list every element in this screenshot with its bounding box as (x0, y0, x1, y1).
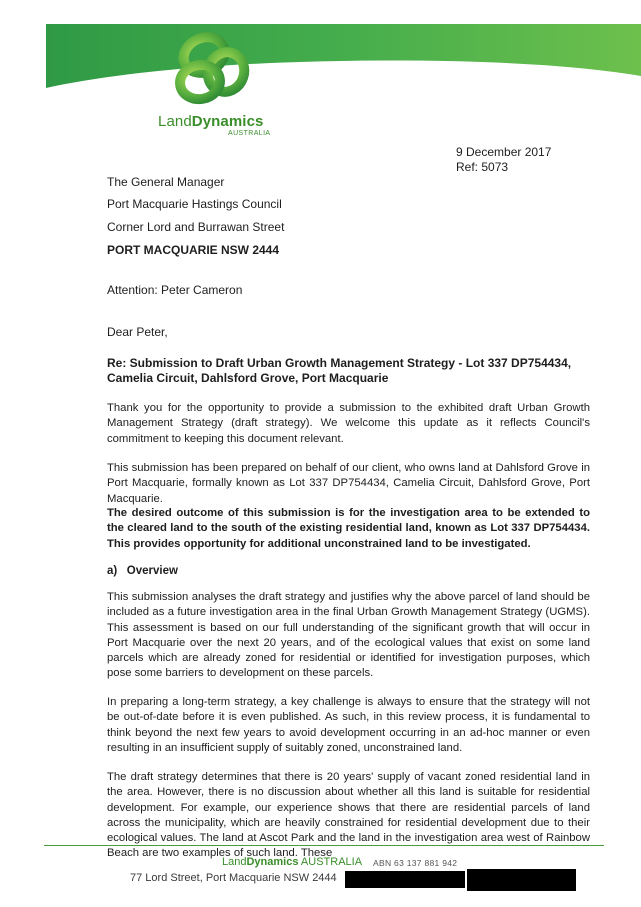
subject-line-1: Re: Submission to Draft Urban Growth Management Strategy - Lot 337 DP754434, (107, 356, 572, 370)
footer-brand: LandDynamics AUSTRALIA (222, 856, 363, 868)
recipient-line-2: Port Macquarie Hastings Council (107, 197, 282, 211)
recipient-line-4: PORT MACQUARIE NSW 2444 (107, 243, 280, 257)
footer-divider (44, 845, 604, 846)
redaction-block (345, 871, 465, 888)
letterhead-banner (0, 0, 641, 140)
paragraph-4: This submission analyses the draft strategy and justifies why the above parcel of land should be included as a future investigation area in the final Urban Growth Management Strategy (UGMS). This assessment is based on our full understanding of the significant growth that will occur in Port Macquarie over the next 20 years, and of the ecological values that exist on some land parcels which are already zoned for residential or identified for investigation purposes, which pose some barriers to development on these parcels. (107, 591, 590, 680)
attention-line: Attention: Peter Cameron (107, 283, 243, 297)
paragraph-1: Thank you for the opportunity to provide a submission to the exhibited draft Urban Growth Management Strategy (draft strategy). We welcome this update as it reflects Council's commitment to keeping this document relevant. (107, 402, 590, 445)
letter-date: 9 December 2017 (456, 145, 552, 159)
paragraph-5: In preparing a long-term strategy, a key challenge is always to ensure that the strategy will not be out-of-date before it is even published. As such, in this review process, it is fundamental to think beyond the next few years to avoid development occurring in an ad-hoc manner or even resulting in an insufficient supply of suitably zoned, unconstrained land. (107, 696, 590, 754)
subject-line-2: Camelia Circuit, Dahlsford Grove, Port Macquarie (107, 371, 389, 385)
brand-name: LandDynamics (158, 113, 264, 130)
section-heading: a) Overview (107, 565, 178, 577)
recipient-line-3: Corner Lord and Burrawan Street (107, 220, 285, 234)
recipient-line-1: The General Manager (107, 175, 225, 189)
paragraph-3: The desired outcome of this submission is for the investigation area to be extended to the cleared land to the south of the existing residential land, known as Lot 337 DP754434. This provides opportunity for additional unconstrained land to be investigated. (107, 507, 590, 550)
letter-ref: Ref: 5073 (456, 160, 509, 174)
footer-address: 77 Lord Street, Port Macquarie NSW 2444 (130, 872, 337, 884)
banner-swoosh (46, 24, 641, 88)
salutation: Dear Peter, (107, 325, 168, 339)
paragraph-2: This submission has been prepared on behalf of our client, who owns land at Dahlsford Grove in Port Macquarie, formally known as Lot 337 DP754434, Camelia Circuit, Dahlsford Grove, Port Macquarie. (107, 462, 590, 505)
redaction-block (467, 869, 576, 891)
paragraph-6: The draft strategy determines that there is 20 years' supply of vacant zoned residential land in the area. However, there is no discussion about whether all this land is suitable for residential development. For example, our experience shows that there are residential parcels of land across the municipality, which are heavily constrained for residential development due to their ecological values. The land at Ascot Park and the land in the investigation area west of Rainbow Beach are two examples of such land. These (107, 771, 590, 860)
brand-subtitle: AUSTRALIA (228, 130, 271, 137)
footer-abn: ABN 63 137 881 942 (373, 858, 458, 868)
